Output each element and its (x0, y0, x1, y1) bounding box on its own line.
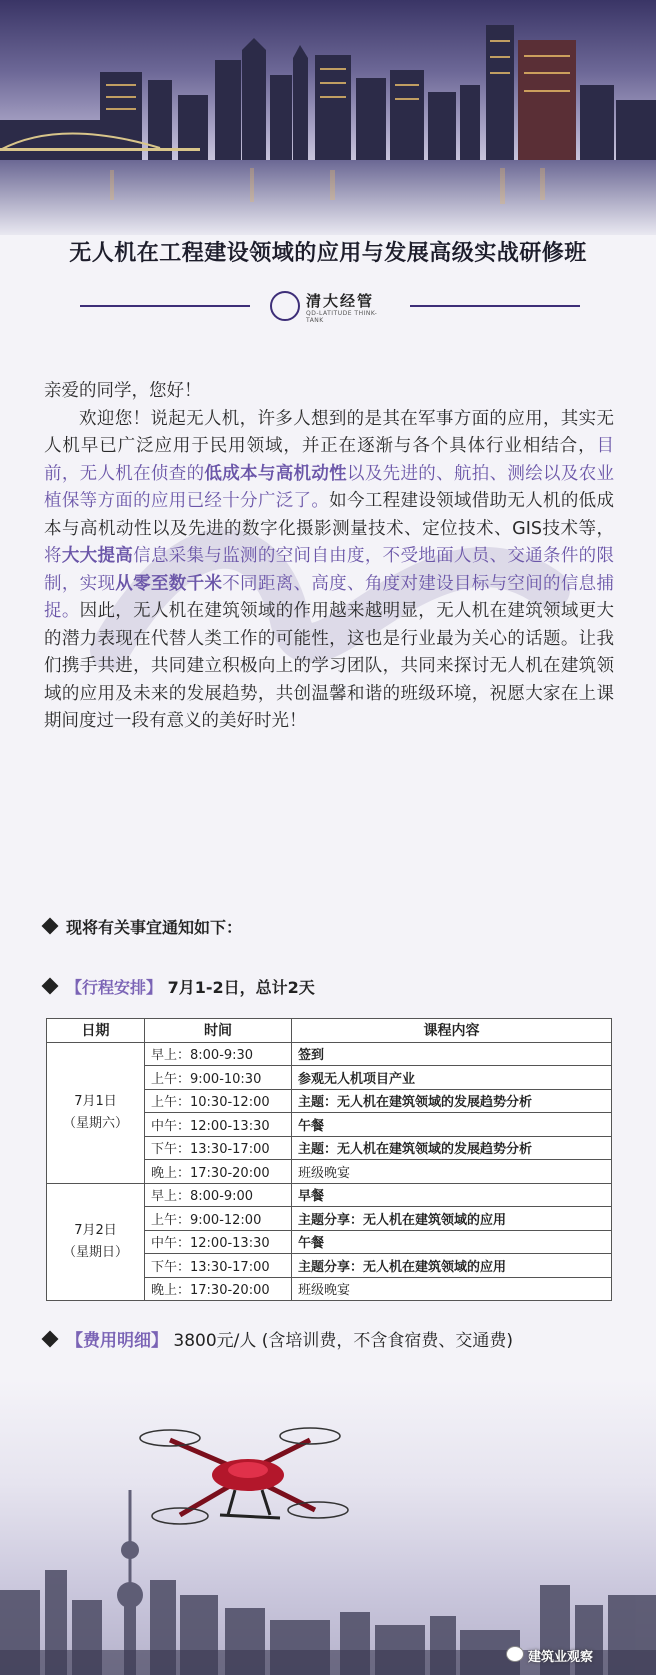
content-cell: 午餐 (292, 1230, 612, 1254)
schedule-label: 【行程安排】 (66, 978, 163, 997)
brand-logo (270, 290, 390, 322)
content-cell: 签到 (292, 1042, 612, 1066)
greeting: 亲爱的同学，您好！ (44, 381, 202, 401)
table-header-row (47, 1019, 612, 1043)
letter-highlight: 不同距离、高度、角度对建设目标与空间的信息捕捉。 (44, 573, 615, 621)
header-time: 时间 (145, 1019, 292, 1043)
letter-highlight: 目前，无人机在侦查的 (44, 436, 614, 484)
letter-emphasis: 从零至数千米 (115, 573, 223, 594)
header-content: 课程内容 (292, 1019, 612, 1043)
diamond-bullet-icon (42, 918, 59, 935)
wechat-account: 建筑业观察 (528, 1650, 594, 1665)
page-title: 无人机在工程建设领域的应用与发展高级实战研修班 (69, 241, 587, 266)
day-weekday: （星期六） (62, 1115, 128, 1131)
letter-highlight: 以及先进的、航拍、测绘以及农业植保等方面的应用已经十分广泛了。 (44, 463, 615, 511)
notice-heading (44, 915, 242, 938)
logo-subtitle: QD-LATITUDE THINK-TANK (306, 310, 378, 324)
content-cell: 主题分享：无人机在建筑领域的应用 (292, 1207, 612, 1231)
letter-paragraph (44, 406, 614, 736)
divider-line-right (410, 305, 580, 307)
letter-segment: 因此，无人机在建筑领域的作用越来越明显，无人机在建筑领域更大的潜力表现在代替人类工作的可能性，这也是行业最为关心的话题。让我们携手共进，共同建立积极向上的学习团队，共同来探讨无人机在建筑领域的应用及未来的发展趋势，共创温馨和谐的班级环境，祝愿大家在上课期间度过一段有意义的美好时光！ (44, 601, 615, 731)
notice-heading-text: 现将有关事宜通知如下： (66, 918, 243, 937)
content-cell: 午餐 (292, 1113, 612, 1137)
time-cell: 下午：13:30-17:00 (145, 1254, 292, 1278)
letter-highlight: 将 (44, 546, 62, 566)
content-cell: 班级晚宴 (292, 1160, 612, 1184)
day-cell (47, 1183, 145, 1301)
table-row (47, 1183, 612, 1207)
fee-text: 3800元/人 (含培训费，不含食宿费、交通费) (173, 1331, 514, 1351)
table-row (47, 1042, 612, 1066)
content-cell: 班级晚宴 (292, 1277, 612, 1301)
skyline-banner (0, 0, 656, 235)
content-cell: 主题分享：无人机在建筑领域的应用 (292, 1254, 612, 1278)
diamond-bullet-icon (42, 1331, 59, 1348)
letter-body (44, 378, 614, 736)
time-cell: 上午：9:00-10:30 (145, 1066, 292, 1090)
divider-line-left (80, 305, 250, 307)
day-date: 7月2日 (74, 1222, 117, 1238)
logo-name: 清大经管 (306, 292, 375, 310)
diamond-bullet-icon (42, 978, 59, 995)
drone-cityscape-image (0, 1380, 656, 1675)
time-cell: 上午：10:30-12:00 (145, 1089, 292, 1113)
wechat-icon (506, 1646, 524, 1662)
time-cell: 中午：12:00-13:30 (145, 1230, 292, 1254)
letter-segment: 如今工程建设领域借助无人机的低成本与高机动性以及先进的数字化摄影测量技术、定位技术、GIS技术等， (44, 491, 615, 539)
time-cell: 早上：8:00-9:30 (145, 1042, 292, 1066)
content-cell: 主题：无人机在建筑领域的发展趋势分析 (292, 1136, 612, 1160)
city-skyline-image (0, 0, 656, 235)
schedule-summary: 7月1-2日，总计2天 (167, 978, 315, 997)
letter-emphasis: 低成本与高机动性 (204, 463, 347, 484)
schedule-table (46, 1018, 612, 1301)
letter-highlight: 信息采集与监测的空间自由度，不受地面人员、交通条件的限制，实现 (44, 546, 615, 594)
bottom-scene (0, 1380, 656, 1675)
time-cell: 晚上：17:30-20:00 (145, 1160, 292, 1184)
letter-emphasis: 大大提高 (61, 546, 134, 566)
content-cell: 早餐 (292, 1183, 612, 1207)
time-cell: 中午：12:00-13:30 (145, 1113, 292, 1137)
day-cell (47, 1042, 145, 1183)
drone-icon (140, 1428, 348, 1524)
day-date: 7月1日 (74, 1093, 117, 1109)
content-cell: 参观无人机项目产业 (292, 1066, 612, 1090)
time-cell: 上午：9:00-12:00 (145, 1207, 292, 1231)
header-date: 日期 (47, 1019, 145, 1043)
letter-segment: 欢迎您！说起无人机，许多人想到的是其在军事方面的应用，其实无人机早已广泛应用于民用领域，并正在逐渐与各个具体行业相结合， (44, 408, 614, 456)
time-cell: 早上：8:00-9:00 (145, 1183, 292, 1207)
logo-row (80, 290, 580, 322)
qd-emblem-icon (270, 291, 300, 321)
schedule-heading (44, 975, 315, 998)
day-weekday: （星期日） (62, 1244, 128, 1260)
time-cell: 下午：13:30-17:00 (145, 1136, 292, 1160)
content-cell: 主题：无人机在建筑领域的发展趋势分析 (292, 1089, 612, 1113)
time-cell: 晚上：17:30-20:00 (145, 1277, 292, 1301)
fee-line (44, 1326, 513, 1351)
fee-label: 【费用明细】 (66, 1331, 168, 1351)
